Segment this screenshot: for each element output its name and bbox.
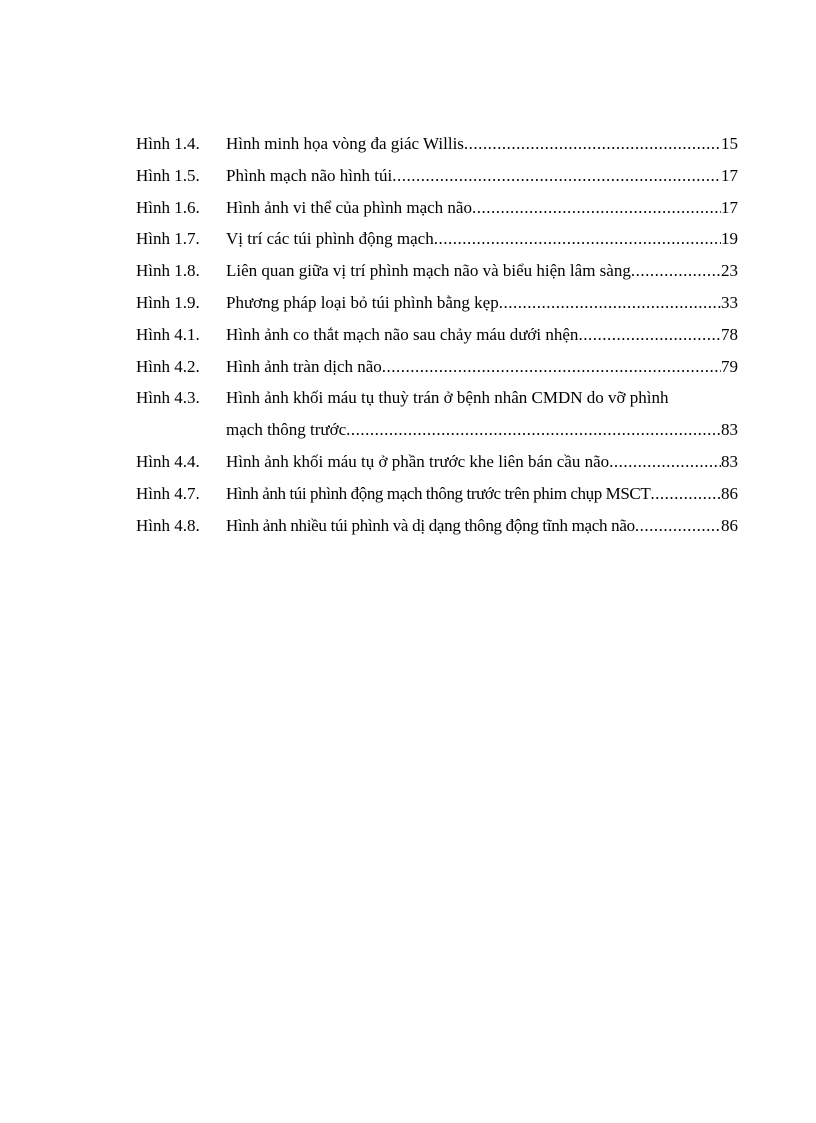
dot-leader (631, 260, 721, 282)
list-of-figures (136, 133, 738, 546)
figure-title-line-2: mạch thông trước (226, 420, 347, 440)
page-number: 86 (721, 483, 738, 503)
dot-leader (382, 356, 721, 378)
toc-entry (226, 228, 738, 250)
dot-leader (392, 165, 721, 187)
toc-row (136, 451, 738, 483)
toc-entry (226, 324, 738, 346)
figure-title: Hình ảnh vi thể của phình mạch não (226, 197, 472, 217)
toc-row (136, 228, 738, 260)
figure-title: Hình minh họa vòng đa giác Willis (226, 134, 464, 153)
toc-row (136, 133, 738, 165)
figure-title: Vị trí các túi phình động mạch (226, 229, 434, 249)
dot-leader (464, 133, 721, 155)
dot-leader (472, 197, 721, 219)
toc-entry (226, 419, 738, 441)
page-number: 15 (721, 134, 738, 153)
toc-row (136, 165, 738, 197)
page-number: 78 (721, 324, 738, 344)
figure-number: Hình 1.4. (136, 134, 200, 153)
figure-number: Hình 4.4. (136, 451, 200, 471)
toc-row (136, 197, 738, 229)
page-number: 23 (721, 261, 738, 281)
figure-title: Hình ảnh túi phình động mạch thông trước trên phim chụp MSCT (226, 483, 651, 503)
toc-entry (226, 197, 738, 219)
dot-leader (635, 515, 721, 537)
dot-leader (578, 324, 721, 346)
page-number: 17 (721, 197, 738, 217)
page-number: 83 (721, 451, 738, 471)
figure-title: Phương pháp loại bỏ túi phình bằng kẹp (226, 292, 499, 312)
toc-entry (226, 387, 738, 409)
dot-leader (434, 228, 721, 250)
toc-entry (226, 451, 738, 473)
figure-title: Hình ảnh co thắt mạch não sau chảy máu dưới nhện (226, 324, 579, 344)
toc-row (136, 260, 738, 292)
figure-title: Hình ảnh nhiều túi phình và dị dạng thông động tĩnh mạch não (226, 515, 635, 535)
toc-row (136, 483, 738, 515)
toc-entry (226, 483, 738, 505)
figure-title: Phình mạch não hình túi (226, 165, 393, 185)
figure-number: Hình 1.8. (136, 261, 200, 281)
figure-title: Liên quan giữa vị trí phình mạch não và biểu hiện lâm sàng (226, 261, 631, 281)
toc-row (136, 292, 738, 324)
toc-entry (226, 165, 738, 187)
dot-leader (609, 451, 721, 473)
figure-number: Hình 1.9. (136, 292, 200, 312)
figure-number: Hình 1.6. (136, 197, 200, 217)
figure-title: Hình ảnh tràn dịch não (226, 356, 382, 376)
dot-leader (650, 483, 721, 505)
toc-row (136, 356, 738, 388)
figure-title: Hình ảnh khối máu tụ ở phần trước khe liên bán cầu não (226, 451, 610, 471)
toc-entry (226, 356, 738, 378)
figure-number: Hình 4.8. (136, 515, 200, 535)
toc-entry (226, 133, 738, 155)
figure-title-line-1: Hình ảnh khối máu tụ thuỳ trán ở bệnh nhân CMDN do vỡ phình (226, 388, 669, 408)
page-number: 19 (721, 229, 738, 249)
toc-row (136, 324, 738, 356)
toc-row (136, 515, 738, 547)
page-number: 17 (721, 165, 738, 185)
toc-entry (226, 260, 738, 282)
toc-entry (226, 292, 738, 314)
toc-row (136, 387, 738, 419)
dot-leader (346, 419, 721, 441)
page-number: 79 (721, 356, 738, 376)
figure-number: Hình 1.7. (136, 229, 200, 249)
toc-row-continuation (136, 419, 738, 451)
figure-number: Hình 4.3. (136, 388, 200, 408)
figure-number: Hình 4.2. (136, 356, 200, 376)
page-number: 33 (721, 292, 738, 312)
figure-number: Hình 4.7. (136, 483, 200, 503)
page-number: 83 (721, 420, 738, 440)
figure-number: Hình 4.1. (136, 324, 200, 344)
figure-number: Hình 1.5. (136, 165, 200, 185)
dot-leader (499, 292, 721, 314)
page-number: 86 (721, 515, 738, 535)
toc-entry (226, 515, 738, 537)
